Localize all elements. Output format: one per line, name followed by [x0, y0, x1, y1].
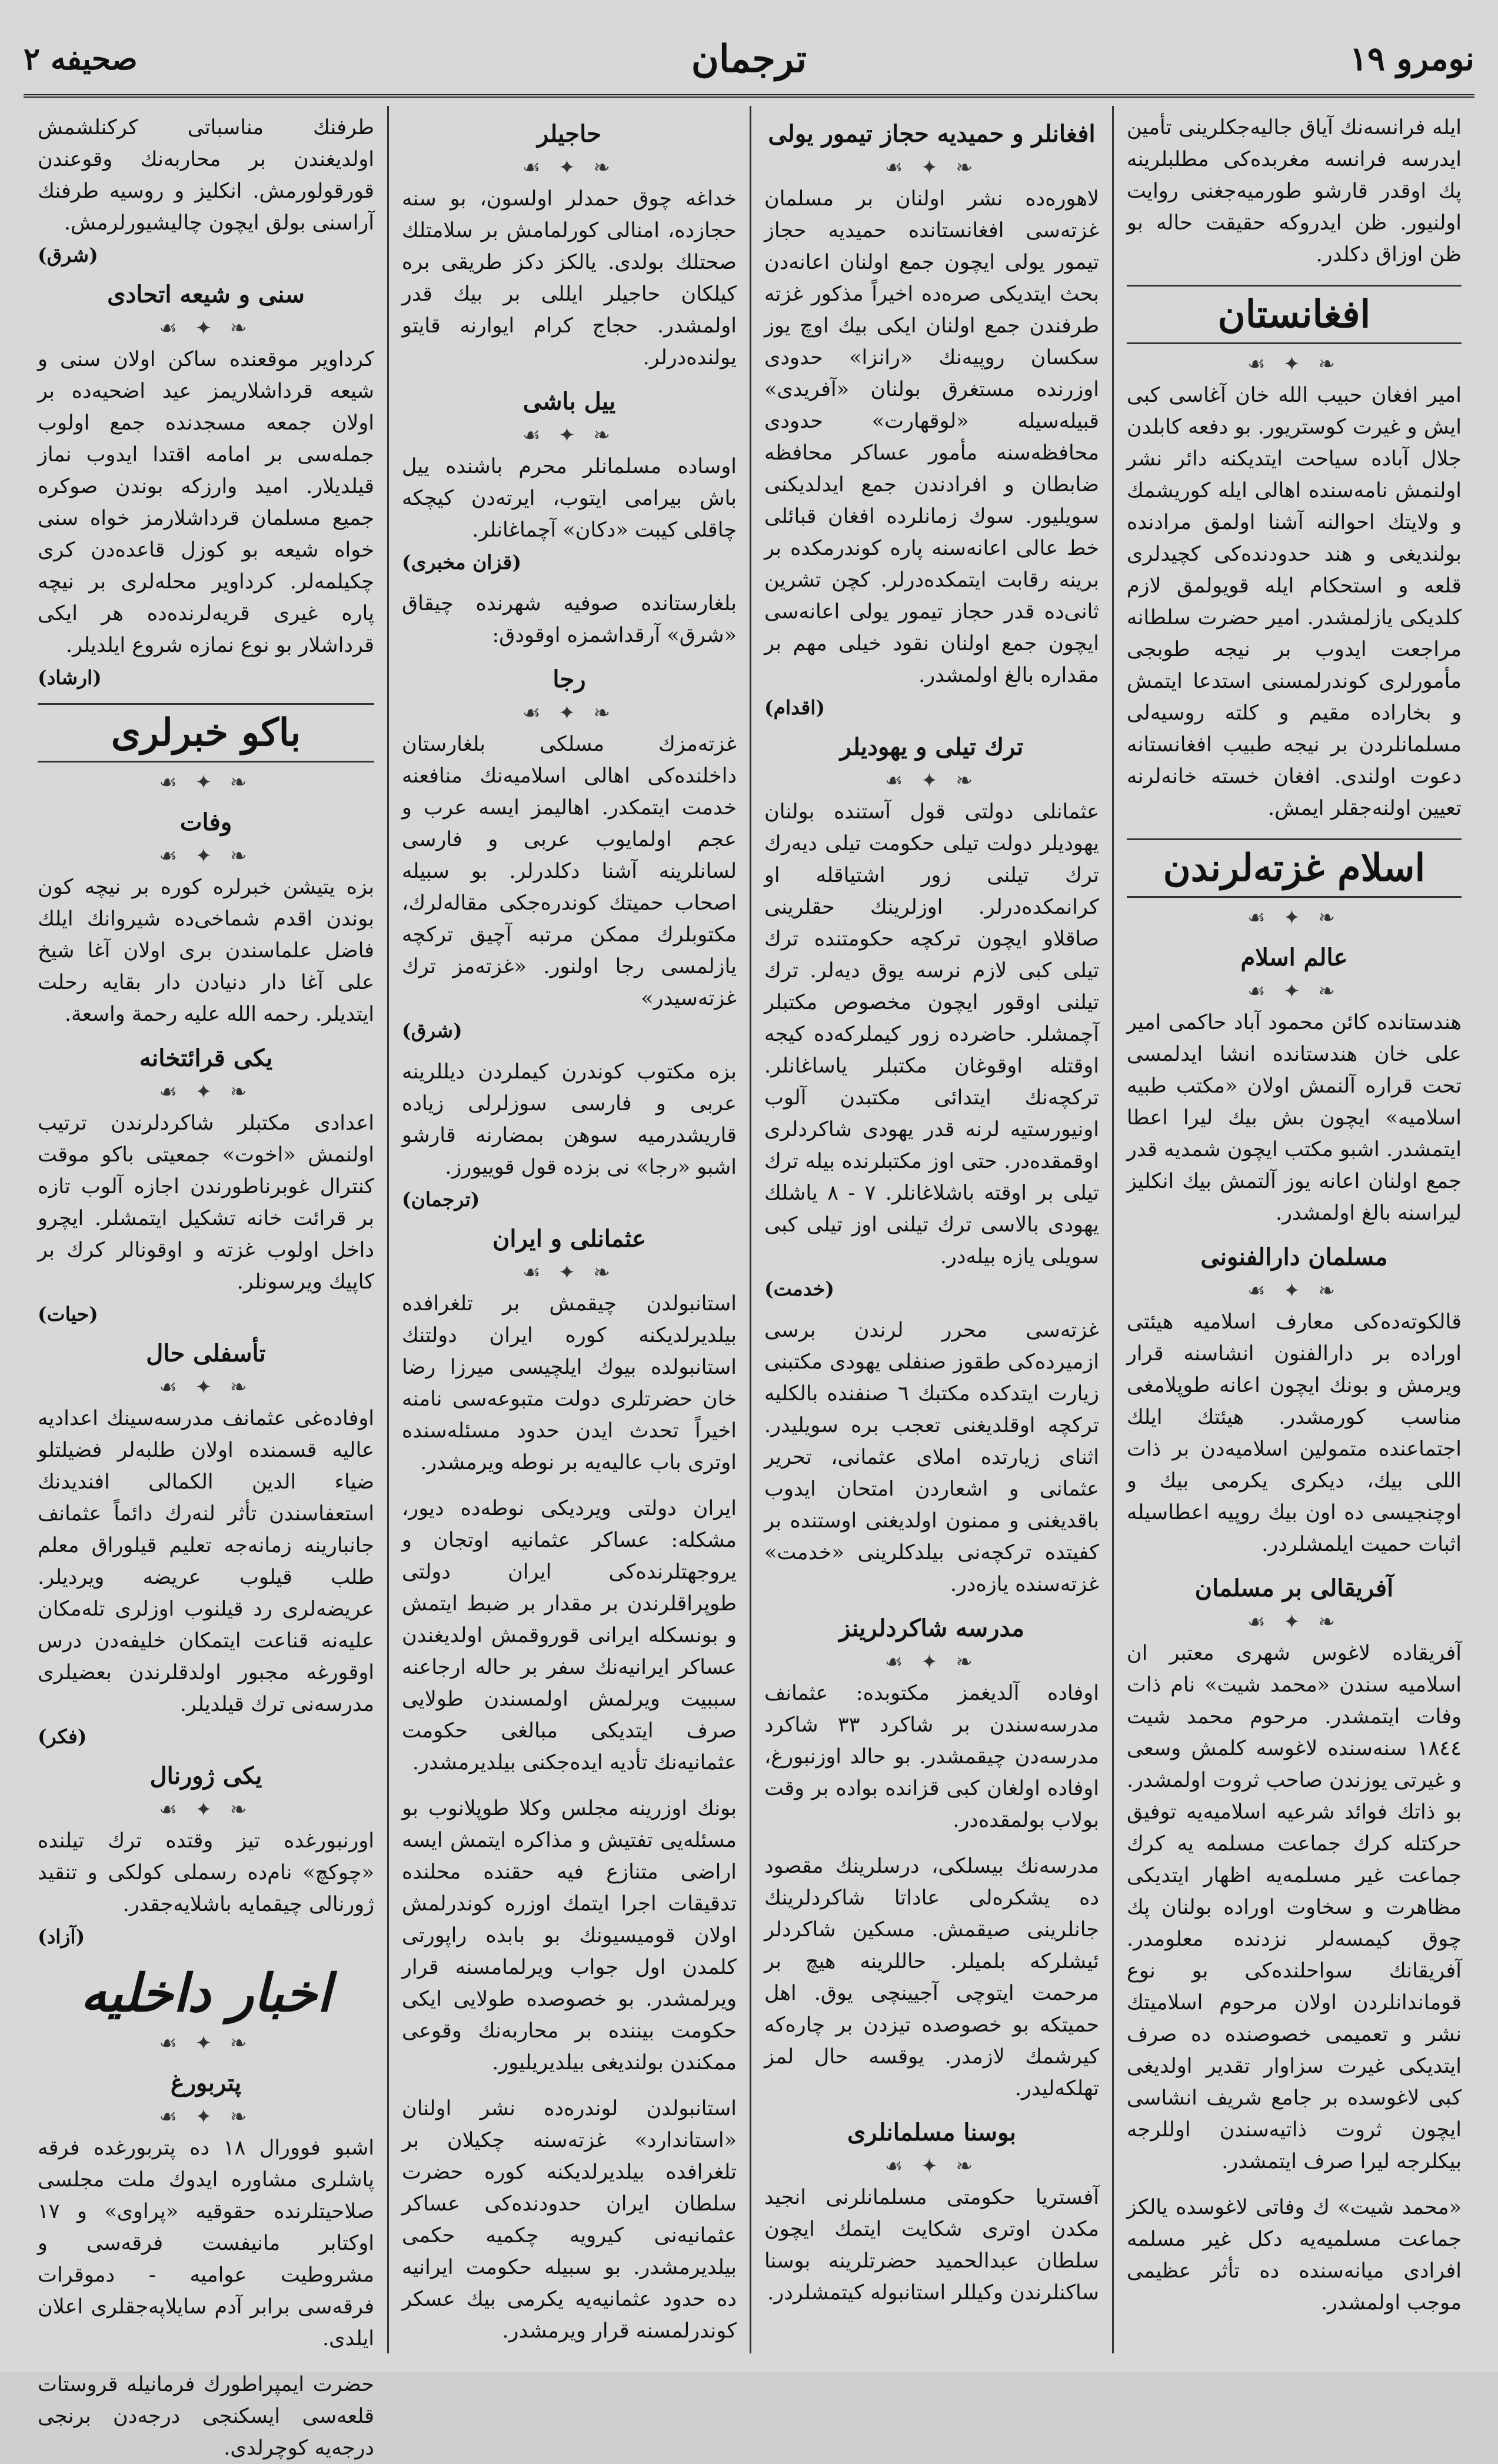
article-text: اشبو فوورال ١٨ ده پتربورغده فرقه پاشلرى مشاوره ايدوك ملت مجلسى صلاحيتلرنده حقوقيه «پراوى» و ١٧ اوكتابر مانيفست فرقه‌سى و مشروطيت عواميه - دموقرات فرقه‌سى برابر آدم سايلاپه‌جقلرى اعلان ايلدى.	[38, 2136, 374, 2350]
ornament-icon: ❧ ✦ ☙	[159, 844, 253, 868]
article-heading: پتربورغ	[170, 2069, 242, 2097]
article-text: قالكوته‌ده‌كى معارف اسلاميه هيئتى اوراده بر دارالفنون انشاسنه قرار ويرمش و بونك ايچون اعانه طوپلامغى مناسب كورمشدر. هيئتك ايلك اجتماعنده متمولين اسلاميه‌دن بر ذات اللى بيك، ديكرى يكرمى بيك و اوچنجيسى ده اون بيك روپيه اعطاسيله اثبات حميت ايلمشلردر.	[1127, 1310, 1462, 1556]
article-heading: عالم اسلام	[1240, 944, 1348, 971]
ornament-icon: ❧ ✦ ☙	[1247, 1279, 1341, 1303]
article-text: اوساده مسلمانلر محرم باشنده ييل باش بيرامى ايتوب، ايرته‌دن كيچكه چاقلى كيبت «دكان» آچماغانلر.	[402, 455, 737, 542]
columns-container	[24, 106, 1474, 2460]
page-number: صحيفه ٢	[24, 41, 138, 77]
article	[764, 733, 1099, 1300]
article-heading: عثمانلى و ايران	[492, 1225, 646, 1253]
article-text: «محمد شيت» ك وفاتى لاغوسده يالكز جماعت مسلميه‌يه دكل غير مسلمه افرادى ميانه‌سنده ده تأثر عظيمى موجب اولمشدر.	[1127, 2196, 1462, 2315]
source-credit: (شرق)	[402, 1019, 462, 1042]
source-credit: (فكر)	[38, 1725, 87, 1748]
article-text: اوفاده‌غى عثمانف مدرسه‌سينك اعداديه عاليه قسمنده اولان طلبه‌لر فضيلتلو ضياء الدين الكمالى افنديدنك استعفاسندن تأثر لنه‌رك دائماً عثمانف جانبارينه زمانه‌جه تعليم قيلوراق معلم طلب قيلوب عريضه ويرديلر. عريضه‌لرى رد قيلنوب اوزلرى تله‌مكان عليه‌نه قناعت ايتمكان خليفه‌دن درس اوقورغه مجبور اولدقلرندن بعضيلرى مدرسه‌نى ترك قيلديلر.	[38, 1407, 374, 1716]
ornament-icon: ❧ ✦ ☙	[522, 424, 617, 447]
article-text: غزته‌سى محرر لرندن برسى ازميرده‌كى طقوز صنفلى يهودى مكتبنى زيارت ايتدكده مكتبك ٦ صنفنده بالكليه تركچه اوقلديغنى تعجب بره سويليدر. اثناى زيارتده املاى عثمانى، تحرير عثمانى و اشعاردن امتحان ايدوب باقديغنى و ممنون اولديغنى اوستنده بر كفيتده تركچه‌نى بيلدكلرينى «خدمت» غزته‌سنده يازه‌در.	[764, 1318, 1099, 1596]
newspaper-title: ترجمان	[691, 36, 807, 81]
article-text: آفريقاده لاغوس شهرى معتبر ان اسلاميه سندن «محمد شيت» نام ذات وفات ايتمشدر. مرحوم محمد شيت ١٨٤٤ سنه‌سنده لاغوسه كلمش وسعى و غيرتى يوزندن صاحب ثروت اولمشدر. بو ذاتك فوائد شرعيه اسلاميه‌يه توفيق حركتله كرك جماعت مسلمه يه كرك جماعت غير مسلمه‌يه اظهار ايتديكى مظاهرت و سخاوت اوراده بولنان پك چوق كيمسه‌لر نزدنده معلومدر. آفريقانك سواحلنده‌كى بو نوع قوماندانلردن اولان مرحوم اسلاميتك نشر و تعميمى خصوصنده ده صرف ايتديكى غيرت سزاوار تقدير اولديغى كبى لاغوسده بر جامع شريف انشاسى ايچون ثروت ذاتيه‌سندن اوللرجه بيكلرجه ليرا صرف ايتمشدر.	[1127, 1641, 1462, 2173]
article	[402, 2093, 737, 2347]
article-heading: باكو خبرلرى	[38, 703, 374, 762]
article-text: بونك اوزرينه مجلس وكلا طوپلانوب بو مسئله‌يى تفتيش و مذاكره ايتمش ايسه اراضى متنازع فيه حقنده محلنده تدقيقات اجرا ايتمك اوزره كوندرلمش اولان قوميسيونك بو بابده راپورتى كلمدن اول جواب ويرلمامسنه قرار ويرلمشدر. بو خصوصده طولايى ايكى حكومت بيننده بر محاربه‌نك وقوعى ممكندن بولنديغى بيلديريليور.	[402, 1797, 737, 2075]
issue-number: نومرو ١٩	[1349, 39, 1474, 78]
ornament-icon: ❧ ✦ ☙	[1247, 980, 1341, 1003]
article	[38, 703, 374, 794]
article-text: لاهوره‌ده نشر اولنان بر مسلمان غزته‌سى افغانستانده حميديه حجاز تيمور يولى ايچون جمع اولنان اعانه‌دن بحث ايتديكى صره‌ده اخيراً مذكور غزته طرفندن جمع اولنان ايكى بيك اوچ يوز سكسان روپيه‌نك «رانزا» حدودى اوزرنده مستغرق بولنان «آفريدى» قبيله‌سيله «لوقهارت» حدودى محافظه‌سنه مأمور عساكر محافظه ضابطان و افرادندن جمع ايدلديكنى سويليور. سوك زمانلرده افغان قبائلى خط عالى اعانه‌سنه پاره كوندرمكده بر برينه رقابت ايتمكده‌درلر. كچن تشرين ثانى‌ده قدر حجاز تيمور يولى اعانه‌سى ايچون جمع اولنان نقود خيلى مهم بر مقداره بالغ اولمشدر.	[764, 187, 1099, 687]
article-text: اوفاده آلديغمز مكتوبده: عثمانف مدرسه‌سندن بر شاكرد ٣٣ شاكرد مدرسه‌دن چيقمشدر. بو حالد اوزنبورغ، اوفاده اولغان كبى قزانده بواده بر وقت بولاب بولمقده‌در.	[764, 1681, 1099, 1832]
article	[764, 1850, 1099, 2105]
masthead	[24, 24, 1474, 98]
source-credit: (شرق)	[38, 244, 98, 267]
article	[1127, 112, 1462, 271]
ornament-icon: ❧ ✦ ☙	[884, 769, 979, 793]
article-text: استانبولدن چيقمش بر تلغرافده بيلديرلديكنه كوره ايران دولتنك استانبولده بيوك ايلچيسى ميرزا رضا خان حضرتلرى دولت متبوعه‌سى نامنه اخيراً تحدث ايدن حدود مسئله‌سنده اوترى باب عاليه‌يه بر نوطه ويرمشدر.	[402, 1292, 737, 1474]
source-credit: (اقدام)	[764, 696, 825, 719]
article	[1127, 838, 1462, 930]
article	[402, 588, 737, 651]
article-heading: يكى قرائتخانه	[139, 1044, 273, 1072]
article-heading: افغانلر و حميديه حجاز تيمور يولى	[768, 120, 1096, 148]
article-heading: سنى و شيعه اتحادى	[107, 281, 305, 308]
source-credit: (خدمت)	[764, 1277, 835, 1300]
article-text: غزته‌مزك مسلكى بلغارستان داخلنده‌كى اهالى اسلاميه‌نك منافعنه خدمت ايتمكدر. اهاليمز ايسه عرب و عجم اولمايوب عربى و فارسى لسانلرينه آشنا دكلدرلر. بو سبيله اصحاب حميتك كوندره‌جكى مقاله‌لرك، مكتوبلرك ممكن مرتبه آچيق تركچه يازلمسى رجا اولنور. «غزته‌مز ترك غزته‌سيدر»	[402, 732, 737, 1010]
article	[764, 1314, 1099, 1600]
column-2	[750, 106, 1112, 2353]
article-text: اعدادى مكتبلر شاكردلرندن ترتيب اولنمش «اخوت» جمعيتى باكو موقت كنترال غوبرناطورندن اجازه آلوب تازه بر قرائت خانه تشكيل ايتمشلر. ايچرو داخل اولوب غزته و اوقونالر كرك بر كاپيك ويرسونلر.	[38, 1111, 374, 1294]
ornament-icon: ❧ ✦ ☙	[1247, 1610, 1341, 1634]
article	[402, 388, 737, 574]
ornament-icon: ❧ ✦ ☙	[159, 2105, 253, 2129]
article-text: هندستانده كائن محمود آباد حاكمى امير على خان هندستانده انشا ايدلمسى تحت قراره آلنمش اولان «مكتب طبيه اسلاميه» ايچون بش بيك ليرا اعطا ايتمشدر. اشبو مكتب ايچون شمديه قدر جمع اولنان اعانه يوز آلتمش بيك انكليز ليراسنه بالغ اولمشدر.	[1127, 1011, 1462, 1225]
article	[38, 808, 374, 1030]
article-heading: مدرسه شاكردلرينز	[839, 1614, 1024, 1642]
article	[402, 1793, 737, 2079]
article-heading: ترك تيلى و يهوديلر	[840, 733, 1024, 761]
ornament-icon: ❧ ✦ ☙	[1247, 906, 1341, 930]
source-credit: (حيات)	[38, 1303, 98, 1326]
article-text: بلغارستانده صوفيه شهرنده چيقاق «شرق» آرقداشمزه اوقودق:	[402, 592, 737, 647]
article-text: حضرت ايمپراطورك فرمانيله قروستات قلعه‌سى ايسكنجى درجه‌دن برنجى درجه‌يه كوچرلدى.	[38, 2373, 374, 2460]
article-text: اورنبورغده تيز وقتده ترك تيلنده «چوكچ» نام‌ده رسملى كولكى و تنقيد ژورنالى چيقمايه باشلايه‌جقدر.	[38, 1829, 374, 1916]
ornament-icon: ❧ ✦ ☙	[522, 156, 617, 179]
article	[1127, 944, 1462, 1229]
article-text: امير افغان حبيب الله خان آغاسى كبى ايش و غيرت كوستريور. بو دفعه كابلدن جلال آباده سياحت ايتديكنه دائر نشر اولنمش نامه‌سنده اهالى ايله كوريشمك و ولايتك احوالنه آشنا اولمق مرادنده بولنديغى و هند حدودنده‌كى كچيدلرى قلعه و استحكام ايله قويولمق لازم كلديكى يازلمشدر. امير حضرت سلطانه مراجعت ايدوب بر نيجه طوبجى مأمورلرى كوندرلمسنى استدعا ايتمش و بخاراده مقيم و كلته روسيه‌لى مسلمانلردن بر نيجه طبيب افغانستانه دعوت اولندى. افغان خسته خانه‌لرنه تعيين اولنه‌جقلر ايمش.	[1127, 384, 1462, 820]
article-text: خداغه چوق حمدلر اولسون، بو سنه حجازده، امنالى كورلمامش بر سلامتلك صحتلك بولدى. يالكز دكز طريقى بره كيلكان حاجيلر ايللى بر بيك قدر اولمشدر. حجاج كرام ايوارنه قايتو يولنده‌درلر.	[402, 187, 737, 369]
article-text: بزه مكتوب كوندرن كيملردن ديللرينه عربى و فارسى سوزلرلى زياده قاريشدرميه سوهن بمضارنه قارشو اشبو «رجا» نى بزده قول قوييورز.	[402, 1060, 737, 1179]
article-heading: افغانستان	[1127, 285, 1462, 344]
article	[38, 112, 374, 267]
article-text: بزه يتيشن خبرلره كوره بر نيچه كون بوندن اقدم شماخى‌ده شيروانك ايلك فاضل علماسندن برى اولان آغا شيخ على آغا دار دنيادن دار بقايه رحلت ايتديلر. رحمه الله عليه رحمة واسعة.	[38, 875, 374, 1026]
ornament-icon: ❧ ✦ ☙	[159, 1080, 253, 1104]
article-heading: حاجيلر	[537, 120, 602, 148]
ornament-icon: ❧ ✦ ☙	[159, 2032, 253, 2055]
article	[764, 120, 1099, 719]
article-text: ايله فرانسه‌نك آياق جاليه‌جكلرينى تأمين ايدرسه فرانسه مغربده‌كى مطلبلرينه پك اوقدر قارشو طورميه‌جغنى روايت اولنيور. ظن ايدروكه حقيقت حاله بو ظن اوزاق دكلدر.	[1127, 116, 1462, 267]
article-text: كرداوير موقعنده ساكن اولان سنى و شيعه قرداشلاريمز عيد اضحيه‌ده بر اولان جمعه مسجدنده جمع اولوب جمله‌سى بر امامه اقتدا ايدوب نماز قيلديلار. اميد وارزكه بوندن صوكره جميع مسلمان قرداشلارمز خواه سنى خواه شيعه بو كوزل قاعده‌دن كرى چكيلمه‌لر. كرداوير محله‌لرى بر نيچه پاره غيرى قريه‌لرنده‌ده هر ايكى قرداشلار بو نوع نمازه شروع ايلديلر.	[38, 348, 374, 657]
article	[402, 1225, 737, 1479]
article	[1127, 2192, 1462, 2319]
article	[38, 1044, 374, 1326]
column-1	[1112, 106, 1474, 2353]
column-3	[387, 106, 750, 2353]
ornament-icon: ❧ ✦ ☙	[522, 1261, 617, 1284]
article-heading: تأسفلى حال	[146, 1340, 266, 1367]
article-text: عثمانلى دولتى قول آستنده بولنان يهوديلر دولت تيلى حكومت تيلى ديه‌رك ترك تيلنى زور اشتياقله او كرانمكده‌درلر. اوزلرينك حقلرينى صاقلاو ايچون تركچه حكومتنده ترك تيلى كبى لازم نرسه يوق ديه‌لر. ترك تيلنى اوقور ايچون مخصوص مكتبلر آچمشلر. حاضرده زور كيملركه‌ده كيجه اوقتله اوقوغان مكتبلر ياساغانلر. تركچه‌نك ايتدائى مكتبدن آلوب اونيورستيه لرنه قدر يهودى شاكردلرى اوقمقده‌در. حتى اوز مكتبلرنده بيله ترك تيلى بر اوقته باشلاغانلر. ٧ - ٨ ياشلك يهودى بالاسى ترك تيلنى اوز تيلى كبى سويلى يازه بيله‌در.	[764, 800, 1099, 1268]
article-heading: مسلمان دارالفنونى	[1200, 1243, 1388, 1271]
source-credit: (ارشاد)	[38, 666, 102, 689]
article	[38, 281, 374, 689]
article-heading: ييل باشى	[522, 388, 616, 415]
ornament-icon: ❧ ✦ ☙	[884, 156, 979, 179]
article-heading: رجا	[552, 665, 586, 693]
article	[764, 2119, 1099, 2309]
article-heading: وفات	[179, 808, 232, 836]
ornament-icon: ❧ ✦ ☙	[884, 1650, 979, 1674]
article	[38, 1340, 374, 1748]
ornament-icon: ❧ ✦ ☙	[159, 1798, 253, 1822]
article	[1127, 1243, 1462, 1560]
article-heading: اخبار داخليه	[80, 1962, 332, 2023]
article	[1127, 1574, 1462, 2177]
article	[1127, 285, 1462, 824]
article-heading: يكى ژورنال	[149, 1762, 262, 1790]
source-credit: (ترجمان)	[402, 1188, 480, 1211]
article-text: آفستريا حكومتى مسلمانلرنى انجيد مكدن اوترى شكايت ايتمك ايچون سلطان عبدالحميد حضرتلرينه بوسنا ساكنلرندن وكيللر استانبوله كيتمشلردر.	[764, 2186, 1099, 2305]
article	[764, 1614, 1099, 1836]
article	[38, 1762, 374, 1948]
ornament-icon: ❧ ✦ ☙	[159, 1376, 253, 1399]
ornament-icon: ❧ ✦ ☙	[159, 317, 253, 340]
article	[38, 1962, 374, 2055]
article-text: استانبولدن لوندره‌ده نشر اولنان «استاندارد» غزته‌سنه چكيلان بر تلغرافده بيلديرلديكنه كوره حضرت سلطان ايران حدودنده‌كى عساكر عثمانيه‌نى كيرويه چكميه حكمى بيلديرمشدر. بو سبيله حكومت ايرانيه ده حدود عثمانيه‌يه يكرمى بيك عسكر كوندرلمسنه قرار ويرمشدر.	[402, 2097, 737, 2343]
column-4	[25, 106, 387, 2460]
article-heading: آفريقالى بر مسلمان	[1194, 1574, 1394, 1602]
ornament-icon: ❧ ✦ ☙	[522, 701, 617, 725]
article-text: ايران دولتى ويرديكى نوطه‌ده ديور، مشكله: عساكر عثمانيه اوتجان و يروجهتلرنده‌كى ايران دولتى طوپراقلرندن بر مقدار بر ضبط ايتمش و بونسكله ايرانى قوروقمش اولديغندن عساكر ايرانيه‌نك سفر بر حاله ارجاعنه سببيت ويرلمش اولمسندن طولايى صرف ايتديكى مبالغى حكومت عثمانيه‌نك تأديه ايده‌جكنى بيلديرمشدر.	[402, 1497, 737, 1774]
article	[402, 1493, 737, 1779]
article	[38, 2369, 374, 2464]
ornament-icon: ❧ ✦ ☙	[1247, 352, 1341, 376]
article-heading: اسلام غزته‌لرندن	[1127, 838, 1462, 898]
ornament-icon: ❧ ✦ ☙	[884, 2155, 979, 2178]
article-text: طرفنك مناسباتى كركنلشمش اولديغندن بر محاربه‌نك وقوعندن قورقولورمش. انكليز و روسيه طرفنك آراسنى بولق ايچون چاليشيورلرمش.	[38, 116, 374, 235]
source-credit: (آزاد)	[38, 1925, 85, 1948]
source-credit: (قزان مخبرى)	[402, 551, 522, 574]
article-heading: بوسنا مسلمانلرى	[847, 2119, 1016, 2146]
article	[402, 1056, 737, 1211]
article	[402, 120, 737, 374]
article	[402, 665, 737, 1042]
article-text: مدرسه‌نك بيسلكى، درسلرينك مقصود ده يشكره‌لى عاداتا شاكردلرينك جانلرينى صيقمش. مسكين شاكردلر ئيشلركه بلميلر. حاللرينه هيچ بر مرحمت ايتوچى آجيينچى يوق. اهل حميتكه بو خصوصده تيزدن بر چاره‌كه كيرشمك لازمدر. يوقسه حال لمز تهلكه‌ليدر.	[764, 1854, 1099, 2100]
ornament-icon: ❧ ✦ ☙	[159, 771, 253, 794]
article	[38, 2069, 374, 2355]
